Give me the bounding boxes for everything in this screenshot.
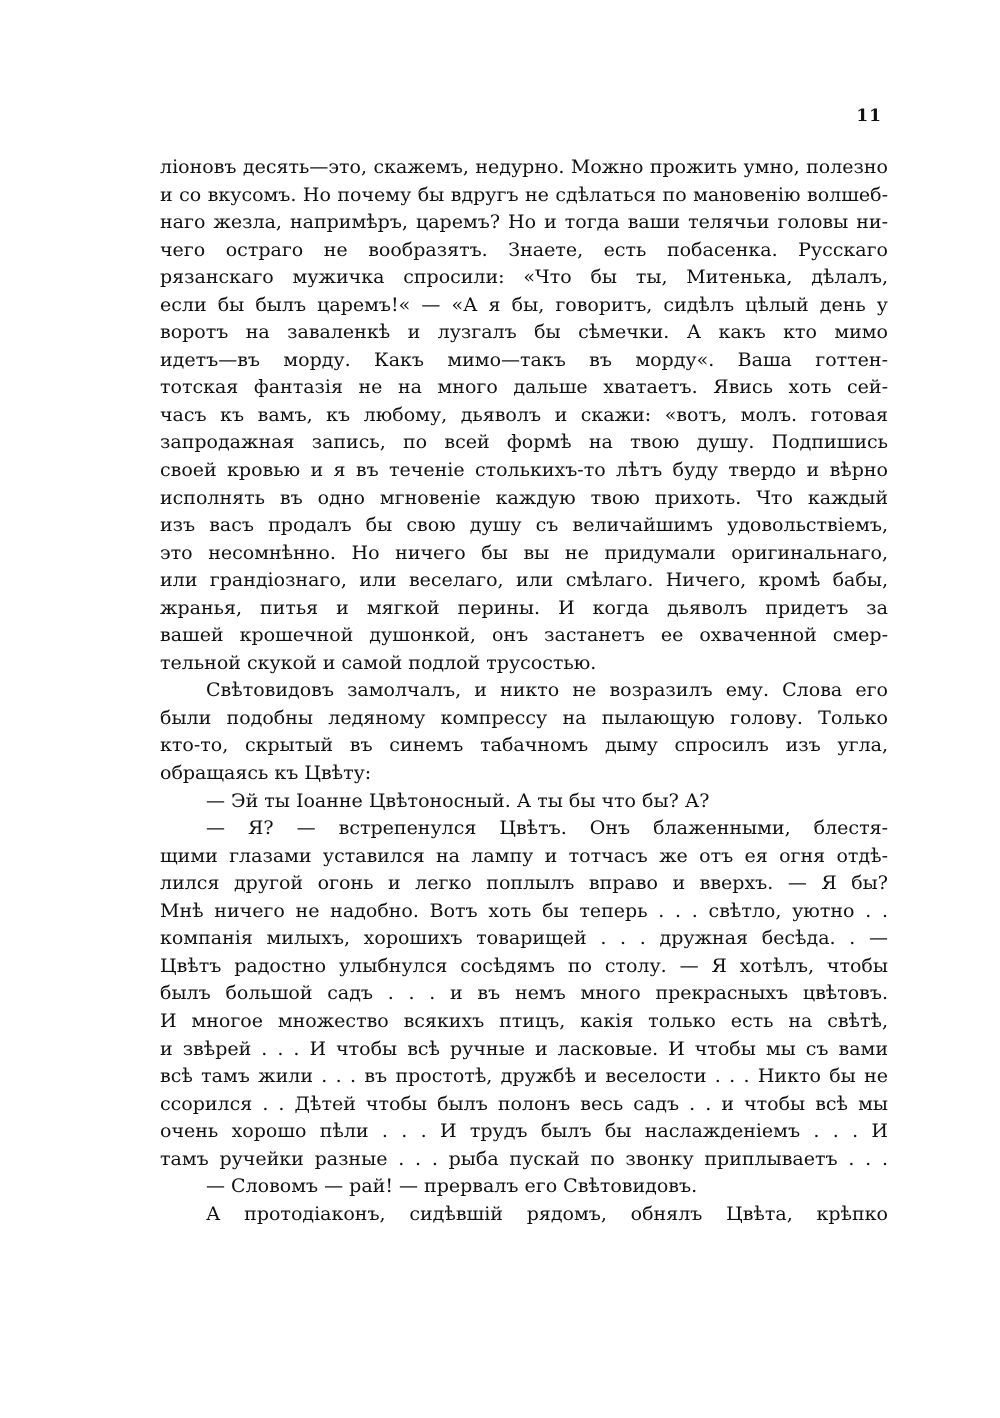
text-line: тельной скукой и самой подлой трусостью.: [160, 651, 597, 674]
text-line: и со вкусомъ. Но почему бы вдругъ не сдѣлаться по мановенію волшеб-: [160, 183, 888, 206]
text-line: обращаясь къ Цвѣту:: [160, 762, 372, 785]
text-line: изъ васъ продалъ бы свою душу съ величайшимъ удовольствіемъ,: [160, 514, 888, 537]
text-line: тотская фантазія не на много дальше хватаетъ. Явись хоть сей-: [160, 376, 888, 399]
text-line: компанія милыхъ, хорошихъ товарищей . . . дружная бесѣда. . —: [160, 927, 888, 950]
text-line: тамъ ручейки разные . . . рыба пускай по звонку приплываетъ . . .: [160, 1147, 888, 1170]
text-line: или грандіознаго, или веселаго, или смѣлаго. Ничего, кромѣ бабы,: [160, 569, 888, 592]
text-line: кто-то, скрытый въ синемъ табачномъ дыму спросилъ изъ угла,: [160, 734, 888, 757]
text-line: чего остраго не вообразятъ. Знаете, есть побасенка. Русскаго: [160, 238, 888, 261]
text-line: А протодіаконъ, сидѣвшій рядомъ, обнялъ Цвѣта, крѣпко: [206, 1202, 888, 1225]
text-line: ссорился . . Дѣтей чтобы былъ полонъ весь садъ . . и чтобы всѣ мы: [160, 1092, 888, 1115]
text-line: — Словомъ — рай! — прервалъ его Свѣтовидовъ.: [206, 1175, 698, 1198]
text-line: — Эй ты Іоанне Цвѣтоносный. А ты бы что бы? А?: [206, 789, 710, 812]
text-line: — Я? — встрепенулся Цвѣтъ. Онъ блаженными, блестя-: [206, 817, 888, 840]
text-line: очень хорошо пѣли . . . И трудъ былъ бы наслажденіемъ . . . И: [160, 1120, 888, 1143]
text-line: щими глазами уставился на лампу и тотчасъ же отъ ея огня отдѣ-: [160, 844, 888, 867]
page-number: 11: [856, 106, 882, 126]
text-line: былъ большой садъ . . . и въ немъ много прекрасныхъ цвѣтовъ.: [160, 982, 888, 1005]
text-line: если бы былъ царемъ!« — «А я бы, говоритъ, сидѣлъ цѣлый день у: [160, 293, 888, 316]
text-line: рязанскаго мужичка спросили: «Что бы ты, Митенька, дѣлалъ,: [160, 266, 888, 289]
text-line: наго жезла, напримѣръ, царемъ? Но и тогда ваши телячьи головы ни-: [160, 211, 888, 234]
text-line: ліоновъ десять—это, скажемъ, недурно. Можно прожить умно, полезно: [160, 156, 888, 178]
text-line: своей кровью и я въ теченіе столькихъ-то лѣтъ буду твердо и вѣрно: [160, 459, 888, 482]
text-line: часъ къ вамъ, къ любому, дьяволъ и скажи: «вотъ, молъ. готовая: [160, 403, 888, 426]
text-line: идетъ—въ морду. Какъ мимо—такъ въ морду«. Ваша готтен-: [160, 348, 888, 371]
text-line: Мнѣ ничего не надобно. Вотъ хоть бы теперь . . . свѣтло, уютно . .: [160, 899, 888, 922]
text-line: воротъ на заваленкѣ и лузгалъ бы сѣмечки. А какъ кто мимо: [160, 321, 888, 344]
text-line: это несомнѣнно. Но ничего бы вы не придумали оригинальнаго,: [160, 541, 888, 564]
text-line: вашей крошечной душонкой, онъ застанетъ ее охваченной смер-: [160, 624, 888, 647]
text-line: исполнять въ одно мгновеніе каждую твою прихоть. Что каждый: [160, 486, 888, 509]
text-line: Цвѣтъ радостно улыбнулся сосѣдямъ по столу. — Я хотѣлъ, чтобы: [160, 954, 888, 977]
text-line: жранья, питья и мягкой перины. И когда дьяволъ придетъ за: [160, 596, 888, 619]
text-line: и звѣрей . . . И чтобы всѣ ручные и ласковые. И чтобы мы съ вами: [160, 1037, 888, 1060]
text-line: всѣ тамъ жили . . . въ простотѣ, дружбѣ и веселости . . . Никто бы не: [160, 1065, 888, 1088]
text-line: запродажная запись, по всей формѣ на твою душу. Подпишись: [160, 431, 888, 454]
text-line: лился другой огонь и легко поплылъ вправо и вверхъ. — Я бы?: [160, 872, 888, 895]
body-text: [160, 154, 888, 1228]
text-line: И многое множество всякихъ птицъ, какія только есть на свѣтѣ,: [160, 1009, 888, 1032]
text-line: Свѣтовидовъ замолчалъ, и никто не возразилъ ему. Слова его: [206, 679, 888, 702]
text-line: были подобны ледяному компрессу на пылающую голову. Только: [160, 706, 888, 729]
